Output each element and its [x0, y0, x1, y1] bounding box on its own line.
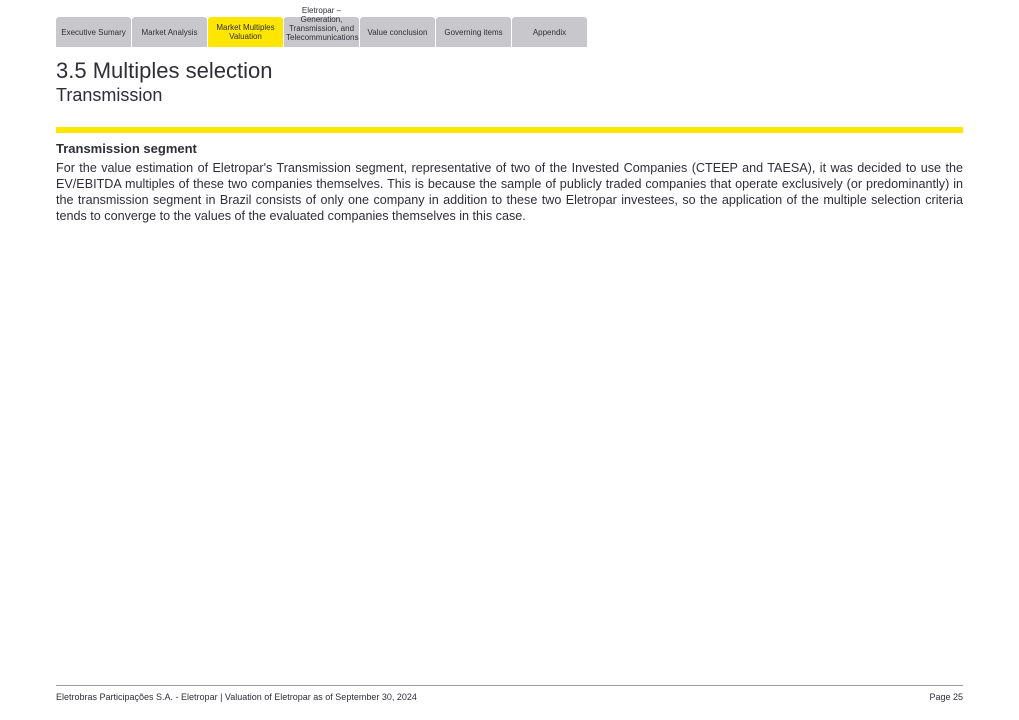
page-title: 3.5 Multiples selection	[56, 58, 273, 83]
page-subtitle: Transmission	[56, 85, 163, 105]
tab-label: Market Multiples Valuation	[216, 23, 275, 41]
tab-label: Executive Sumary	[61, 27, 126, 37]
tab-governing-items[interactable]	[436, 17, 511, 47]
tab-label: Eletropar – Generation, Transmission, and Telecommunications	[286, 6, 359, 42]
tab-market-analysis[interactable]	[132, 17, 207, 47]
section-tabs	[56, 6, 587, 47]
tab-label: Value conclusion	[367, 27, 428, 37]
tab-appendix[interactable]	[512, 17, 587, 47]
page-number: Page 25	[929, 692, 963, 702]
tab-executive-summary[interactable]	[56, 17, 131, 47]
tab-market-multiples-valuation[interactable]	[208, 17, 283, 47]
footer-divider	[56, 685, 963, 686]
footer-document-title: Eletrobras Participações S.A. - Eletropar | Valuation of Eletropar as of September 30, 2024	[56, 692, 417, 702]
yellow-divider	[56, 127, 963, 133]
tab-eletropar-segments[interactable]	[284, 6, 359, 47]
section-heading: Transmission segment	[56, 141, 197, 156]
section-body: For the value estimation of Eletropar's Transmission segment, representative of two of the Invested Companies (CTEEP and TAESA), it was decided to use the EV/EBITDA multiples of these two companies themselves. This is because the sample of publicly traded companies that operate exclusively (or predominantly) in the transmission segment in Brazil consists of only one company in addition to these two Eletropar investees, so the application of the multiple selection criteria tends to converge to the values of the evaluated companies themselves in this case.	[56, 161, 963, 223]
tab-label: Governing items	[444, 27, 503, 37]
tab-label: Market Analysis	[141, 27, 198, 37]
tab-value-conclusion[interactable]	[360, 17, 435, 47]
tab-label: Appendix	[532, 27, 567, 37]
